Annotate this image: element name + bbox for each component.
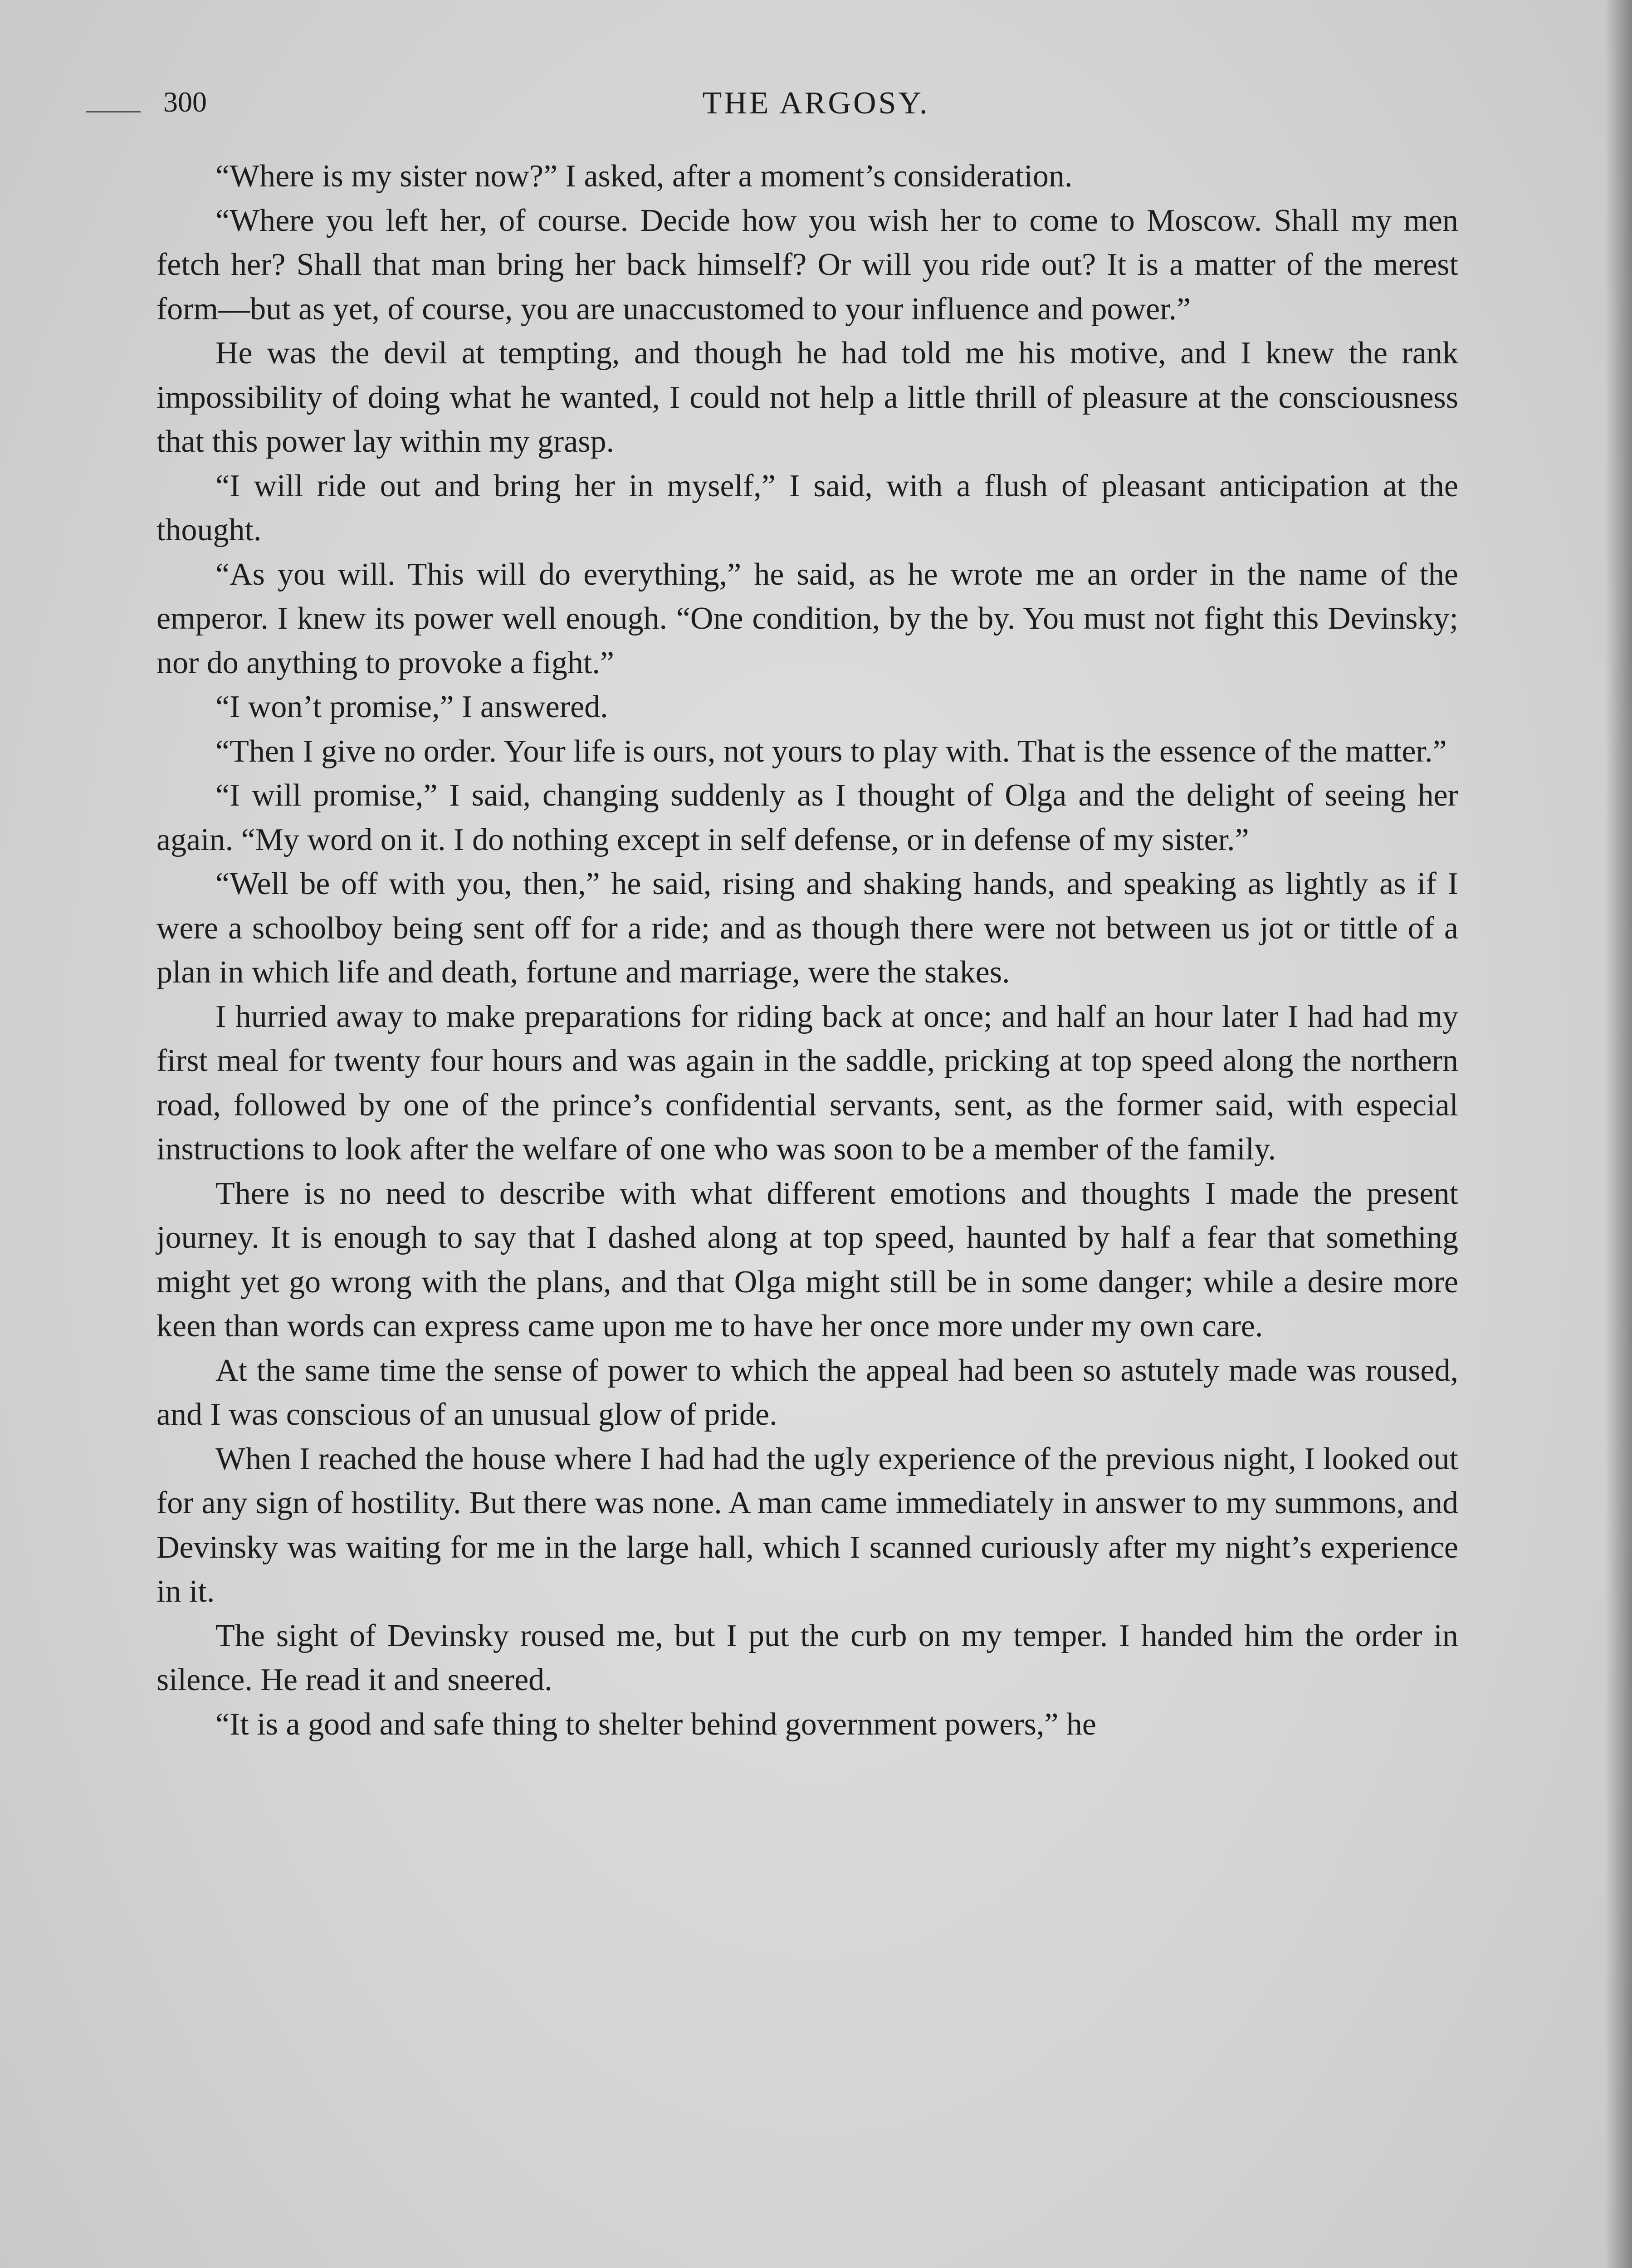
paragraph: “Where is my sister now?” I asked, after a moment’s consideration. <box>215 159 1073 194</box>
running-title: THE ARGOSY. <box>702 86 930 121</box>
paragraph: When I reached the house where I had had the ugly experience of the previous night, I looked out for any sign of hostility. But there was none. A man came immediately in answer to my summons, and Devinsky was waiting for me in the large hall, which I scanned curiously after my night’s experience in it. <box>156 1441 1458 1609</box>
paragraph: “Well be off with you, then,” he said, rising and shaking hands, and speaking as lightly as if I were a schoolboy being sent off for a ride; and as though there were not between us jot or tittle of a plan in which life and death, fortune and marriage, were the stakes. <box>156 866 1458 990</box>
paragraph: “I won’t promise,” I answered. <box>215 689 608 724</box>
paragraph: “I will ride out and bring her in myself,” I said, with a flush of pleasant anticipation at the thought. <box>156 468 1458 547</box>
paragraph: “It is a good and safe thing to shelter behind government powers,” he <box>215 1706 1096 1742</box>
paragraph: “Then I give no order. Your life is ours, not yours to play with. That is the essence of the matter.” <box>215 733 1447 769</box>
paragraph: He was the devil at tempting, and though he had told me his motive, and I knew the rank impossibility of doing what he wanted, I could not help a little thrill of pleasure at the consciousness that this power lay within my grasp. <box>156 336 1458 459</box>
paragraph: The sight of Devinsky roused me, but I put the curb on my temper. I handed him the order in silence. He read it and sneered. <box>156 1618 1458 1697</box>
page-number: 300 <box>163 86 207 118</box>
paragraph: “I will promise,” I said, changing suddenly as I thought of Olga and the delight of seeing her again. “My word on it. I do nothing except in self defense, or in defense of my sister.” <box>156 778 1458 857</box>
page-edge-shadow <box>1605 0 1632 2268</box>
paragraph: There is no need to describe with what different emotions and thoughts I made the present journey. It is enough to say that I dashed along at top speed, haunted by half a fear that something might yet go wrong with the plans, and that Olga might still be in some danger; while a desire more keen than words can express came upon me to have her once more under my own care. <box>156 1176 1458 1344</box>
paragraph: I hurried away to make preparations for riding back at once; and half an hour later I had had my first meal for twenty four hours and was again in the saddle, pricking at top speed along the northern road, followed by one of the prince’s confidential servants, sent, as the former said, with especial instructions to look after the welfare of one who was soon to be a member of the family. <box>156 999 1458 1167</box>
body-text <box>156 154 1458 1746</box>
paragraph: “As you will. This will do everything,” he said, as he wrote me an order in the name of the emperor. I knew its power well enough. “One condition, by the by. You must not fight this Devinsky; nor do anything to provoke a fight.” <box>156 557 1458 680</box>
paragraph: “Where you left her, of course. Decide how you wish her to come to Moscow. Shall my men fetch her? Shall that man bring her back himself? Or will you ride out? It is a matter of the merest form—but as yet, of course, you are unaccustomed to your influence and power.” <box>156 203 1458 327</box>
paragraph: At the same time the sense of power to which the appeal had been so astutely made was roused, and I was conscious of an unusual glow of pride. <box>156 1353 1458 1432</box>
